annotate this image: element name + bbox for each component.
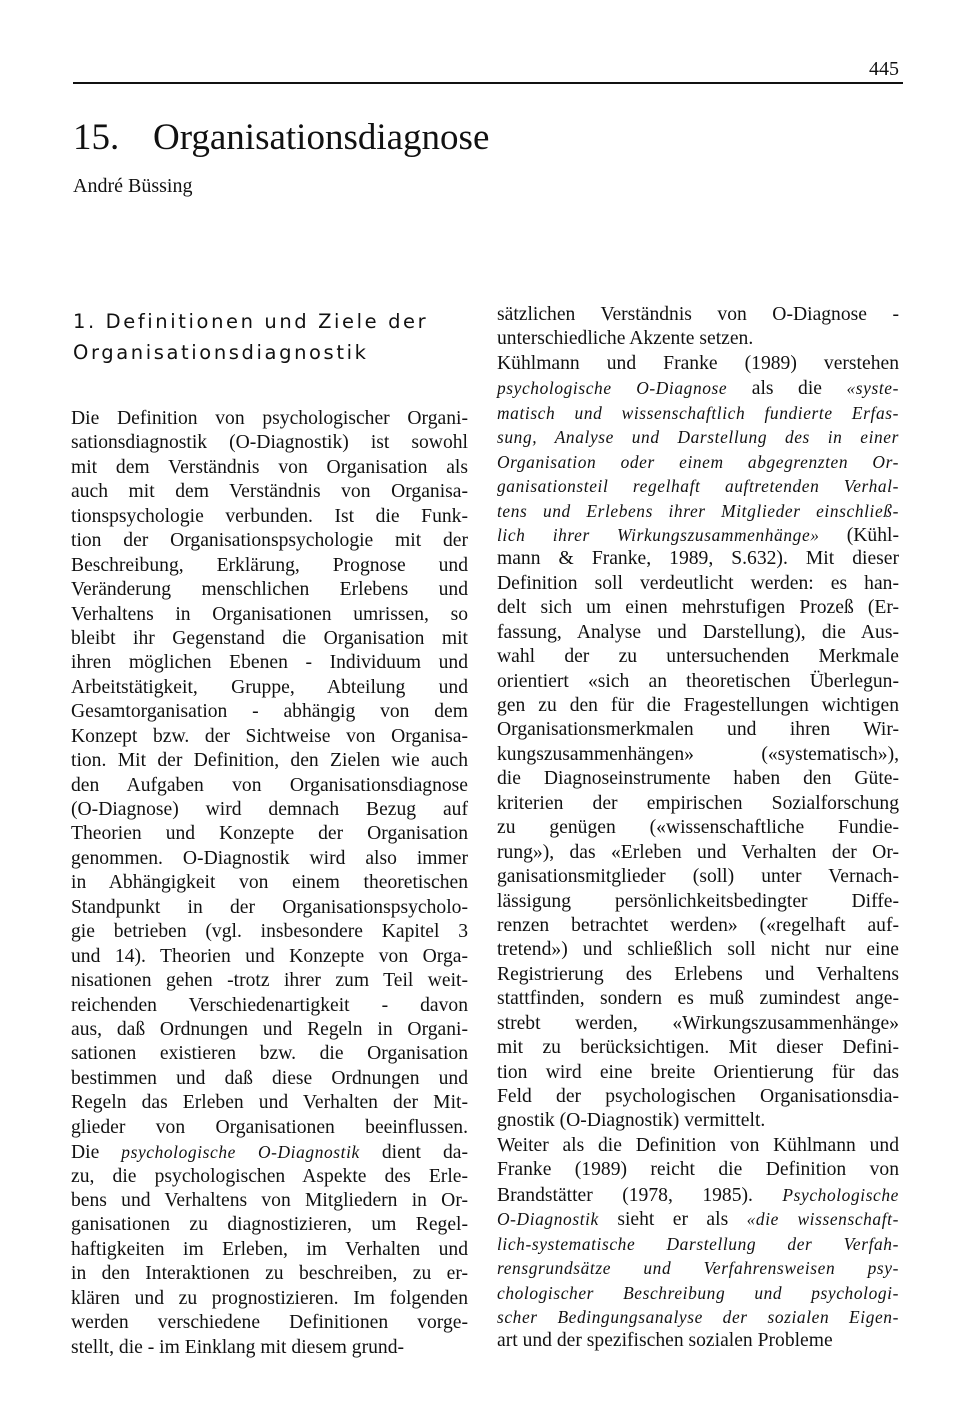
- left-column-line: tion der Organisationspsychologie mit der: [71, 530, 468, 552]
- text-run: sieht er als: [598, 1209, 747, 1231]
- left-column-line: aus, daß Ordnungen und Regeln in Organi-: [71, 1018, 468, 1040]
- right-column-line: Organisation oder einem abgegrenzten Or-: [497, 451, 899, 472]
- right-column-line: gnostik (O-Diagnostik) vermittelt.: [497, 1110, 766, 1132]
- left-column-line: sationen existieren bzw. die Organisation: [71, 1043, 468, 1065]
- left-column-line: zu, die psychologischen Aspekte des Erle-: [71, 1165, 468, 1187]
- italic-run: Psychologische: [782, 1184, 899, 1205]
- right-column-line: strebt werden, «Wirkungszusammenhänge»: [497, 1012, 899, 1034]
- left-column-line: Konzept bzw. der Sichtweise von Organisa-: [71, 725, 468, 747]
- chapter-title: [73, 116, 489, 159]
- left-column-line: stellt, die - im Einklang mit diesem grund-: [71, 1336, 405, 1358]
- text-run: als die: [727, 378, 847, 400]
- right-column-line: lässigung persönlichkeitsbedingter Diffe-: [497, 890, 899, 912]
- right-column-line: Feld der psychologischen Organisationsdia-: [497, 1086, 899, 1107]
- left-column-line: [71, 1140, 468, 1164]
- right-column-line: tion wird eine breite Orientierung für das: [497, 1061, 899, 1083]
- header-rule: [73, 82, 903, 84]
- left-column-line: Regeln das Erleben und Verhalten der Mit-: [71, 1092, 468, 1114]
- right-column-line: renzen betrachtet werden» («regelhaft auf-: [497, 914, 899, 936]
- text-run: (Kühl-: [819, 524, 899, 546]
- left-column-line: genommen. O-Diagnostik wird also immer: [71, 847, 468, 869]
- right-column-line: delt sich um einen mehrstufigen Prozeß (Er-: [497, 597, 899, 619]
- section-heading-line-1: 1. Definitionen und Ziele der: [73, 310, 429, 333]
- right-column-line: sung, Analyse und Darstellung des in einer: [497, 427, 899, 448]
- left-column-line: den Aufgaben von Organisationsdiagnose: [71, 774, 468, 796]
- right-column-line: lich-systematische Darstellung der Verfah-: [497, 1233, 899, 1254]
- chapter-title-text: Organisationsdiagnose: [153, 117, 490, 158]
- left-column-line: haftigkeiten im Erleben, im Verhalten und: [71, 1238, 468, 1260]
- right-column-line: Organisationsmerkmalen und ihren Wir-: [497, 719, 899, 741]
- left-column-line: klären und zu prognostizieren. Im folgenden: [71, 1287, 468, 1309]
- left-column-line: sationsdiagnostik (O-Diagnostik) ist sowohl: [71, 432, 468, 454]
- text-run: Brandstätter (1978, 1985).: [497, 1184, 783, 1206]
- right-column-line: mit zu berücksichtigen. Mit dieser Defini-: [497, 1037, 899, 1059]
- left-column-line: bleibt ihr Gegenstand die Organisation mit: [71, 627, 468, 649]
- left-column-line: glieder von Organisationen beeinflussen.: [71, 1116, 468, 1138]
- right-column-line: wahl der zu untersuchenden Merkmale: [497, 646, 899, 668]
- left-column-line: werden verschiedene Definitionen vorge-: [71, 1312, 468, 1334]
- right-column-line: die Diagnoseinstrumente haben den Güte-: [497, 768, 899, 790]
- right-column-line: fassung, Analyse und Darstellung), die Aus-: [497, 621, 899, 643]
- right-column-line: gen zu den für die Fragestellungen wichtigen: [497, 695, 899, 716]
- right-column-line: Franke (1989) reicht die Definition von: [497, 1159, 899, 1181]
- left-column-line: auch mit dem Verständnis von Organisa-: [71, 481, 468, 503]
- left-column-line: Verhaltens in Organisationen umrissen, so: [71, 603, 468, 625]
- left-column-line: und 14). Theorien und Konzepte von Orga-: [71, 945, 468, 967]
- right-column-line: unterschiedliche Akzente setzen.: [497, 328, 754, 350]
- left-column-line: Veränderung menschlichen Erlebens und: [71, 579, 468, 601]
- left-column-line: gie betrieben (vgl. insbesondere Kapitel 3: [71, 921, 468, 943]
- left-column-line: Arbeitstätigkeit, Gruppe, Abteilung und: [71, 676, 468, 698]
- right-column-line: ganisationsmitglieder (soll) unter Vernach-: [497, 866, 899, 888]
- left-column-line: in Abhängigkeit von einem theoretischen: [71, 872, 468, 894]
- right-column-line: [497, 1207, 899, 1231]
- right-column-line: kungszusammenhängen» («systematisch»),: [497, 743, 899, 765]
- right-column-line: [497, 523, 899, 547]
- text-run: Die: [71, 1142, 122, 1164]
- italic-run: lich ihrer Wirkungszusammenhänge»: [497, 524, 820, 545]
- left-column-line: Beschreibung, Erklärung, Prognose und: [71, 554, 468, 576]
- right-column-line: rung»), das «Erleben und Verhalten der Or-: [497, 841, 899, 863]
- right-column-line: [497, 1183, 899, 1207]
- right-column-line: mann & Franke, 1989, S.632). Mit dieser: [497, 548, 899, 570]
- left-column-line: ganisationen zu diagnostizieren, um Regel-: [71, 1214, 468, 1236]
- left-column-line: Gesamtorganisation - abhängig von dem: [71, 701, 468, 723]
- left-column-line: in den Interaktionen zu beschreiben, zu er-: [71, 1263, 468, 1285]
- left-column-line: tion. Mit der Definition, den Zielen wie auch: [71, 750, 468, 772]
- right-column-line: scher Bedingungsanalyse der sozialen Eigen-: [497, 1306, 899, 1327]
- right-column-line: tretend») und schließlich soll nicht nur eine: [497, 939, 899, 961]
- right-column-line: matisch und wissenschaftlich fundierte Erfas-: [497, 402, 899, 423]
- section-heading-line-2: Organisationsdiagnostik: [73, 341, 369, 364]
- italic-run: O-Diagnostik: [497, 1209, 599, 1230]
- section-heading: [73, 306, 473, 368]
- right-column-line: stattfinden, sondern es muß zumindest ange-: [497, 988, 899, 1010]
- italic-run: psychologische O-Diagnose: [497, 378, 728, 399]
- right-column-line: Weiter als die Definition von Kühlmann und: [497, 1134, 899, 1156]
- left-column-line: bestimmen und daß diese Ordnungen und: [71, 1067, 468, 1089]
- chapter-number: 15.: [73, 117, 120, 158]
- chapter-author: André Büssing: [73, 175, 193, 197]
- right-column-line: orientiert «sich an theoretischen Überlegun-: [497, 670, 899, 692]
- right-column-line: sätzlichen Verständnis von O-Diagnose -: [497, 304, 899, 325]
- right-column-line: ganisationsteil regelhaft auftretenden Verhal-: [497, 476, 899, 497]
- left-column-line: tionspsychologie verbunden. Ist die Funk-: [71, 505, 468, 527]
- left-column-line: Theorien und Konzepte der Organisation: [71, 823, 468, 845]
- left-column-line: nisationen gehen -trotz ihrer zum Teil weit-: [71, 970, 468, 992]
- left-column-line: Die Definition von psychologischer Organi-: [71, 408, 468, 429]
- italic-run: psychologische O-Diagnostik: [121, 1142, 360, 1163]
- right-column-line: art und der spezifischen sozialen Probleme: [497, 1330, 833, 1352]
- right-column-line: Definition soll verdeutlicht werden: es han-: [497, 572, 899, 594]
- italic-run: «syste-: [846, 378, 899, 399]
- left-column-line: (O-Diagnose) wird demnach Bezug auf: [71, 799, 468, 820]
- left-column-line: ihren möglichen Ebenen - Individuum und: [71, 652, 468, 674]
- right-column-line: chologischer Beschreibung und psychologi-: [497, 1282, 899, 1303]
- right-column-line: rensgrundsätze und Verfahrensweisen psy-: [497, 1258, 899, 1279]
- right-column-line: tens und Erlebens ihrer Mitglieder einschließ-: [497, 500, 899, 521]
- italic-run: «die wissenschaft-: [746, 1209, 899, 1230]
- left-column: [71, 407, 468, 1360]
- right-column-line: zu genügen («wissenschaftliche Fundie-: [497, 817, 899, 839]
- page-number: 445: [869, 58, 899, 80]
- right-column-line: Kühlmann und Franke (1989) verstehen: [497, 352, 899, 374]
- right-column-line: [497, 376, 899, 400]
- left-column-line: mit dem Verständnis von Organisation als: [71, 456, 468, 478]
- left-column-line: reichenden Verschiedenartigkeit - davon: [71, 994, 468, 1016]
- right-column-line: kriterien der empirischen Sozialforschung: [497, 792, 899, 814]
- text-run: dient da-: [359, 1142, 469, 1164]
- left-column-line: bens und Verhaltens von Mitgliedern in Or-: [71, 1190, 468, 1211]
- right-column-line: Registrierung des Erlebens und Verhaltens: [497, 963, 899, 985]
- left-column-line: Standpunkt in der Organisationspsycholo-: [71, 896, 468, 918]
- right-column: [497, 303, 899, 1354]
